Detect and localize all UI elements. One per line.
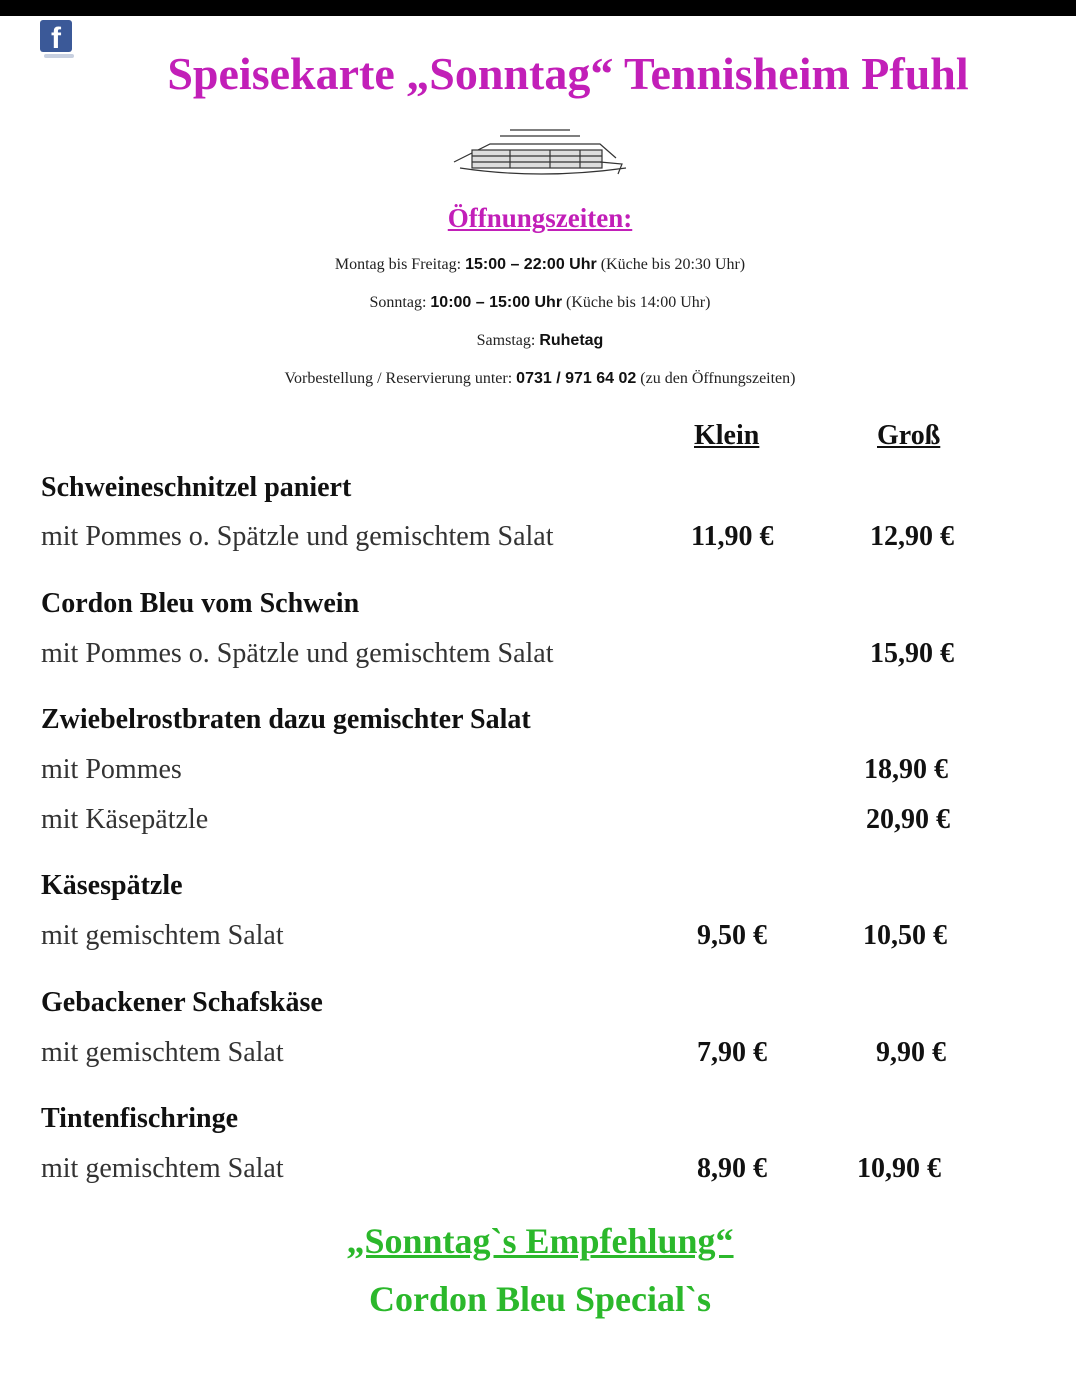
price-small: 11,90 € — [691, 521, 774, 552]
special-title: „Sonntag`s Empfehlung“ — [346, 1221, 734, 1261]
price-large: 15,90 € — [870, 638, 954, 669]
reservation-phone[interactable]: 0731 / 971 64 02 — [516, 370, 637, 387]
hours-weekday-label: Montag bis Freitag: — [334, 256, 462, 273]
top-bar — [0, 0, 1076, 16]
hours-weekday-time: 15:00 – 22:00 Uhr — [465, 256, 597, 273]
price-large: 12,90 € — [870, 521, 954, 552]
price-large: 9,90 € — [876, 1037, 946, 1068]
hours-sunday-note: (Küche bis 14:00 Uhr) — [566, 294, 711, 311]
dish-name: Käsespätzle — [41, 870, 183, 901]
dish-description: mit gemischtem Salat — [41, 1037, 284, 1068]
special-subtitle: Cordon Bleu Special`s — [368, 1279, 712, 1319]
dish-description: mit Pommes — [41, 754, 182, 785]
dish-description: mit Pommes o. Spätzle und gemischtem Salat — [41, 638, 554, 669]
reservation-note: (zu den Öffnungszeiten) — [640, 370, 796, 387]
hours-weekday-note: (Küche bis 20:30 Uhr) — [600, 256, 746, 273]
reservation-label: Vorbestellung / Reservierung unter: — [284, 370, 513, 387]
dish-description: mit gemischtem Salat — [41, 920, 284, 951]
hours-sunday — [0, 294, 1076, 312]
dish-name: Zwiebelrostbraten dazu gemischter Salat — [41, 704, 531, 735]
page-title: Speisekarte „Sonntag“ Tennisheim Pfuhl — [167, 48, 969, 99]
tennisheim-logo-icon — [450, 122, 636, 186]
dish-name: Tintenfischringe — [41, 1103, 239, 1134]
facebook-icon[interactable]: f — [40, 20, 72, 52]
price-small: 9,50 € — [697, 920, 767, 951]
dish-name: Cordon Bleu vom Schwein — [41, 588, 360, 619]
hours-saturday — [0, 332, 1076, 350]
price-large: 18,90 € — [864, 754, 948, 785]
reservation-line — [0, 370, 1076, 388]
hours-weekday — [0, 256, 1076, 274]
price-large: 10,50 € — [863, 920, 947, 951]
dish-name: Schweineschnitzel paniert — [41, 472, 352, 503]
hours-sunday-time: 10:00 – 15:00 Uhr — [430, 294, 563, 311]
price-large: 10,90 € — [857, 1153, 941, 1184]
hours-sunday-label: Sonntag: — [369, 294, 427, 311]
dish-description: mit Käsepätzle — [41, 804, 209, 835]
dish-description: mit gemischtem Salat — [41, 1153, 284, 1184]
price-small: 7,90 € — [697, 1037, 767, 1068]
price-small: 8,90 € — [697, 1153, 767, 1184]
opening-hours-title: Öffnungszeiten: — [447, 203, 633, 233]
dish-description: mit Pommes o. Spätzle und gemischtem Salat — [41, 521, 554, 552]
hours-saturday-value: Ruhetag — [539, 332, 604, 349]
hours-saturday-label: Samstag: — [476, 332, 536, 349]
dish-name: Gebackener Schafskäse — [41, 987, 323, 1018]
column-header-small: Klein — [694, 420, 760, 451]
column-header-large: Groß — [877, 420, 941, 451]
price-large: 20,90 € — [866, 804, 950, 835]
